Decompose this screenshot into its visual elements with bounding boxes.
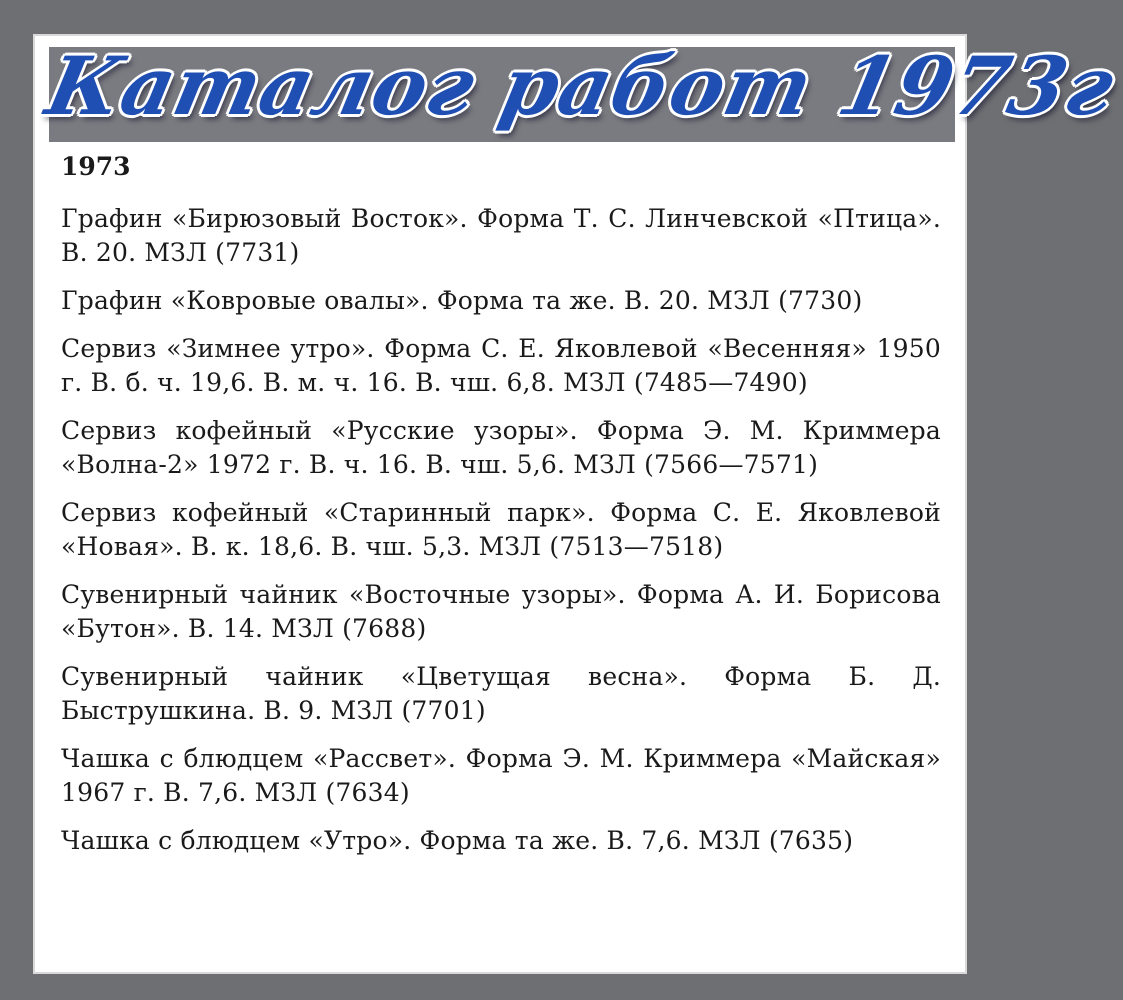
catalog-entry: Графин «Бирюзовый Восток». Форма Т. С. Линчевской «Птица». В. 20. МЗЛ (7731) [61, 204, 941, 267]
catalog-entry: Сервиз кофейный «Русские узоры». Форма Э. М. Криммера «Волна-2» 1972 г. В. ч. 16. В. чш. 5,6. МЗЛ (7566—7571) [61, 416, 941, 479]
year-heading: 1973 [61, 152, 131, 181]
banner-title: Каталог работ 1973г [39, 39, 1123, 133]
catalog-content [61, 148, 941, 872]
catalog-entry: Сервиз «Зимнее утро». Форма С. Е. Яковлевой «Весенняя» 1950 г. В. б. ч. 19,6. В. м. ч. 16. В. чш. 6,8. МЗЛ (7485—7490) [61, 334, 941, 397]
catalog-entry: Графин «Ковровые овалы». Форма та же. В. 20. МЗЛ (7730) [61, 286, 863, 315]
catalog-page [33, 34, 1123, 974]
catalog-entry: Чашка с блюдцем «Рассвет». Форма Э. М. Криммера «Майская» 1967 г. В. 7,6. МЗЛ (7634) [61, 744, 941, 807]
catalog-entry: Сувенирный чайник «Восточные узоры». Форма А. И. Борисова «Бутон». В. 14. МЗЛ (7688) [61, 580, 941, 643]
catalog-entry: Сервиз кофейный «Старинный парк». Форма С. Е. Яковлевой «Новая». В. к. 18,6. В. чш. 5,3. МЗЛ (7513—7518) [61, 498, 941, 561]
catalog-entry: Сувенирный чайник «Цветущая весна». Форма Б. Д. Быструшкина. В. 9. МЗЛ (7701) [61, 662, 941, 725]
catalog-entry: Чашка с блюдцем «Утро». Форма та же. В. 7,6. МЗЛ (7635) [61, 826, 854, 855]
title-banner [39, 39, 1123, 142]
